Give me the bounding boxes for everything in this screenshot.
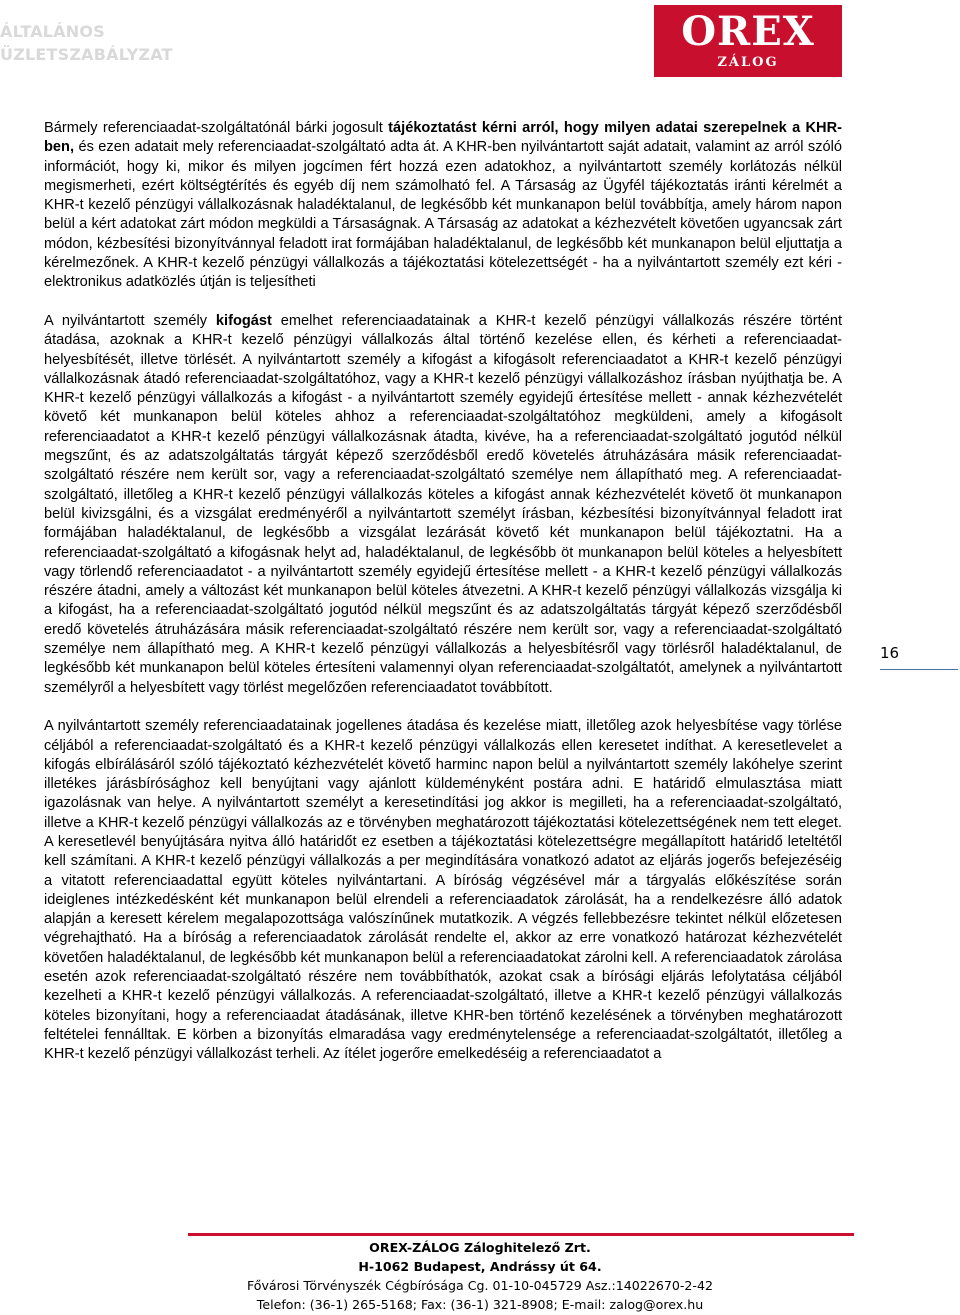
footer-company: OREX-ZÁLOG Záloghitelező Zrt. (369, 1240, 591, 1255)
logo-wordmark: OREX (681, 8, 815, 55)
text-run: A nyilvántartott személy referenciaadatainak jogellenes átadása és kezelése miatt, illetőleg azok helyesbítése vagy törlése céljából a referenciaadat-szolgáltató és a KHR-t kezelő pénzügyi vállalkozás ellen keresetet indíthat. A keresetlevelet a kifogás elbírálásáról szóló tájékoztató kézhezvételét követő harminc napon belül a nyilvántartott személy lakóhelye szerint illetékes járásbírósághoz kell benyújtani vagy ajánlott küldeményként postára adni. E határidő elmulasztása miatt igazolásnak van helye. A nyilvántartott személyt a keresetindítási jog akkor is megilleti, ha a referenciaadat-szolgáltató, illetve a KHR-t kezelő pénzügyi vállalkozás az e törvényben meghatározott tájékoztatási kötelezettségének nem tett eleget. A keresetlevél benyújtására nyitva álló határidőt ez esetben a tájékoztatási kötelezettségre megállapított határidő leteltétől kell számítani. A KHR-t kezelő pénzügyi vállalkozás a per megindítására vonatkozó adatot az eljárás jogerős befejezéséig a vitatott referenciaadattal együtt köteles nyilvántartani. A bíróság végzésével már a tárgyalás előkészítése során ideiglenes intézkedésként két munkanapon belül elrendeli a referenciaadatok zárolását, ha a rendelkezésre álló adatok alapján a keresett kérelem megalapozottsága valószínűnek mutatkozik. A végzés fellebbezésre tekintet nélkül előzetesen végrehajtható. Ha a bíróság a referenciaadatok zárolását rendelte el, akkor az erre vonatkozó határozat kézhezvételét követően haladéktalanul, de legkésőbb két munkanapon belül a referenciaadatokat zárolni kell. A referenciaadatok zárolása esetén azok referenciaadat-szolgáltató részére nem továbbíthatók, azokat csak a bírósági eljárás lefolytatása céljából kezelheti a KHR-t kezelő pénzügyi vállalkozás. A referenciaadat-szolgáltató, illetve a KHR-t kezelő pénzügyi vállalkozás köteles bizonyítani, hogy a referenciaadat átadásának, illetve KHR-ben történő kezelésének a törvényben meghatározott feltételei fennálltak. E körben a bizonyítás elmaradása vagy eredménytelensége a referenciaadat-szolgáltatót, illetőleg a KHR-t kezelő pénzügyi vállalkozást terheli. Az ítélet jogerőre emelkedéséig a referenciaadatot a (44, 718, 842, 1063)
footer-address: H-1062 Budapest, Andrássy út 64. (358, 1259, 602, 1274)
document-title-line2: ÜZLETSZABÁLYZAT (0, 45, 173, 64)
orex-logo (654, 5, 842, 77)
page-number: 16 (880, 643, 958, 670)
footer-divider (188, 1233, 854, 1236)
footer (0, 1238, 960, 1314)
document-body (44, 119, 842, 1065)
logo-subtext: ZÁLOG (717, 55, 779, 70)
document-title (0, 20, 173, 66)
bold-text: tájékoztatást kérni arról, hogy milyen adatai szerepelnek a KHR-ben, (44, 120, 842, 156)
footer-contact: Telefon: (36-1) 265-5168; Fax: (36-1) 321-8908; E-mail: zalog@orex.hu (256, 1297, 704, 1312)
text-run: emelhet referenciaadatainak a KHR-t kezelő pénzügyi vállalkozás részére történt átadása, azoknak a KHR-t kezelő pénzügyi vállalkozás által történő kezelése ellen, és kérheti a referenciaadat-helyesbítését, illetve törlését. A nyilvántartott személy a kifogást a kifogásolt referenciaadatot a KHR-t kezelő pénzügyi vállalkozásnak átadó referenciaadat-szolgáltatóhoz, vagy a KHR-t kezelő pénzügyi vállalkozáshoz írásban nyújthatja be. A KHR-t kezelő pénzügyi vállalkozás a kifogást - a nyilvántartott személy egyidejű értesítése mellett - annak kézhezvételét követő két munkanapon belül köteles ahhoz a referenciaadat-szolgáltatóhoz megküldeni, amely a kifogásolt referenciaadatot a KHR-t kezelő pénzügyi vállalkozásnak átadta, kivéve, ha a referenciaadat-szolgáltató jogutód nélkül megszűnt, és az adatszolgáltatás tárgyát képező szerződésből eredő követelés átruházására másik referenciaadat-szolgáltató részére nem került sor, vagy a referenciaadat-szolgáltató személye nem állapítható meg. A referenciaadat-szolgáltató, illetőleg a KHR-t kezelő pénzügyi vállalkozás köteles a kifogást annak kézhezvételét követő öt munkanapon belül kivizsgálni, és a vizsgálat eredményéről a nyilvántartott személyt írásban, kézbesítési bizonyítvánnyal feladott irat formájában haladéktalanul, de legkésőbb a vizsgálat lezárását követő két munkanapon belül tájékoztatni. Ha a referenciaadat-szolgáltató a kifogásnak helyt ad, haladéktalanul, de legkésőbb öt munkanapon belül köteles a helyesbített vagy törlendő referenciaadatot - a nyilvántartott személy egyidejű értesítése mellett - a KHR-t kezelő pénzügyi vállalkozás részére átadni, amely a változást két munkanapon belül köteles átvezetni. A KHR-t kezelő pénzügyi vállalkozás vizsgálja ki a kifogást, ha a referenciaadat-szolgáltató jogutód nélkül megszűnt és az adatszolgáltatás tárgyát képező szerződésből eredő követelés átruházására másik referenciaadat-szolgáltató részére nem került sor, vagy a referenciaadat-szolgáltató személye nem állapítható meg. A KHR-t kezelő pénzügyi vállalkozás a helyesbítésről vagy törlésről haladéktalanul, de legkésőbb két munkanapon belül köteles értesíteni valamennyi olyan referenciaadat-szolgáltatót, amelynek a nyilvántartott személyről a helyesbített vagy törlést megelőzően referenciaadatot továbbított. (44, 312, 842, 696)
text-run: A nyilvántartott személy (44, 312, 216, 329)
body-paragraph (44, 717, 842, 1064)
body-paragraph (44, 312, 842, 698)
bold-text: kifogást (215, 312, 272, 329)
footer-registry: Fővárosi Törvényszék Cégbírósága Cg. 01-10-045729 Asz.:14022670-2-42 (246, 1278, 714, 1293)
document-title-line1: ÁLTALÁNOS (0, 22, 105, 41)
text-run: és ezen adatait mely referenciaadat-szolgáltató adta át. A KHR-ben nyilvántartott saját adatait, valamint az arról szóló információt, hogy ki, mikor és milyen jogcímen fért hozzá ezen adatokhoz, a nyilvántartott személy korlátozás nélkül megismerheti, ezért költségtérítés és egyéb díj nem számolható fel. A Társaság az Ügyfél tájékoztatás iránti kérelmét a KHR-t kezelő pénzügyi vállalkozásnak haladéktalanul, de legkésőbb két munkanapon belül továbbítja, amely három napon belül a kért adatokat zárt módon megküldi a Társaságnak. A Társaság az adatokat a kézhezvételt követően ugyancsak zárt módon, kézbesítési bizonyítvánnyal feladott irat formájában haladéktalanul, de legkésőbb két munkanapon belül eljuttatja a kérelmezőnek. A KHR-t kezelő pénzügyi vállalkozás a tájékoztatási kötelezettségét - ha a nyilvántartott személy ezt kéri - elektronikus adatközlés útján is teljesítheti (44, 139, 842, 291)
body-paragraph (44, 119, 842, 293)
text-run: Bármely referenciaadat-szolgáltatónál bárki jogosult (44, 120, 389, 136)
